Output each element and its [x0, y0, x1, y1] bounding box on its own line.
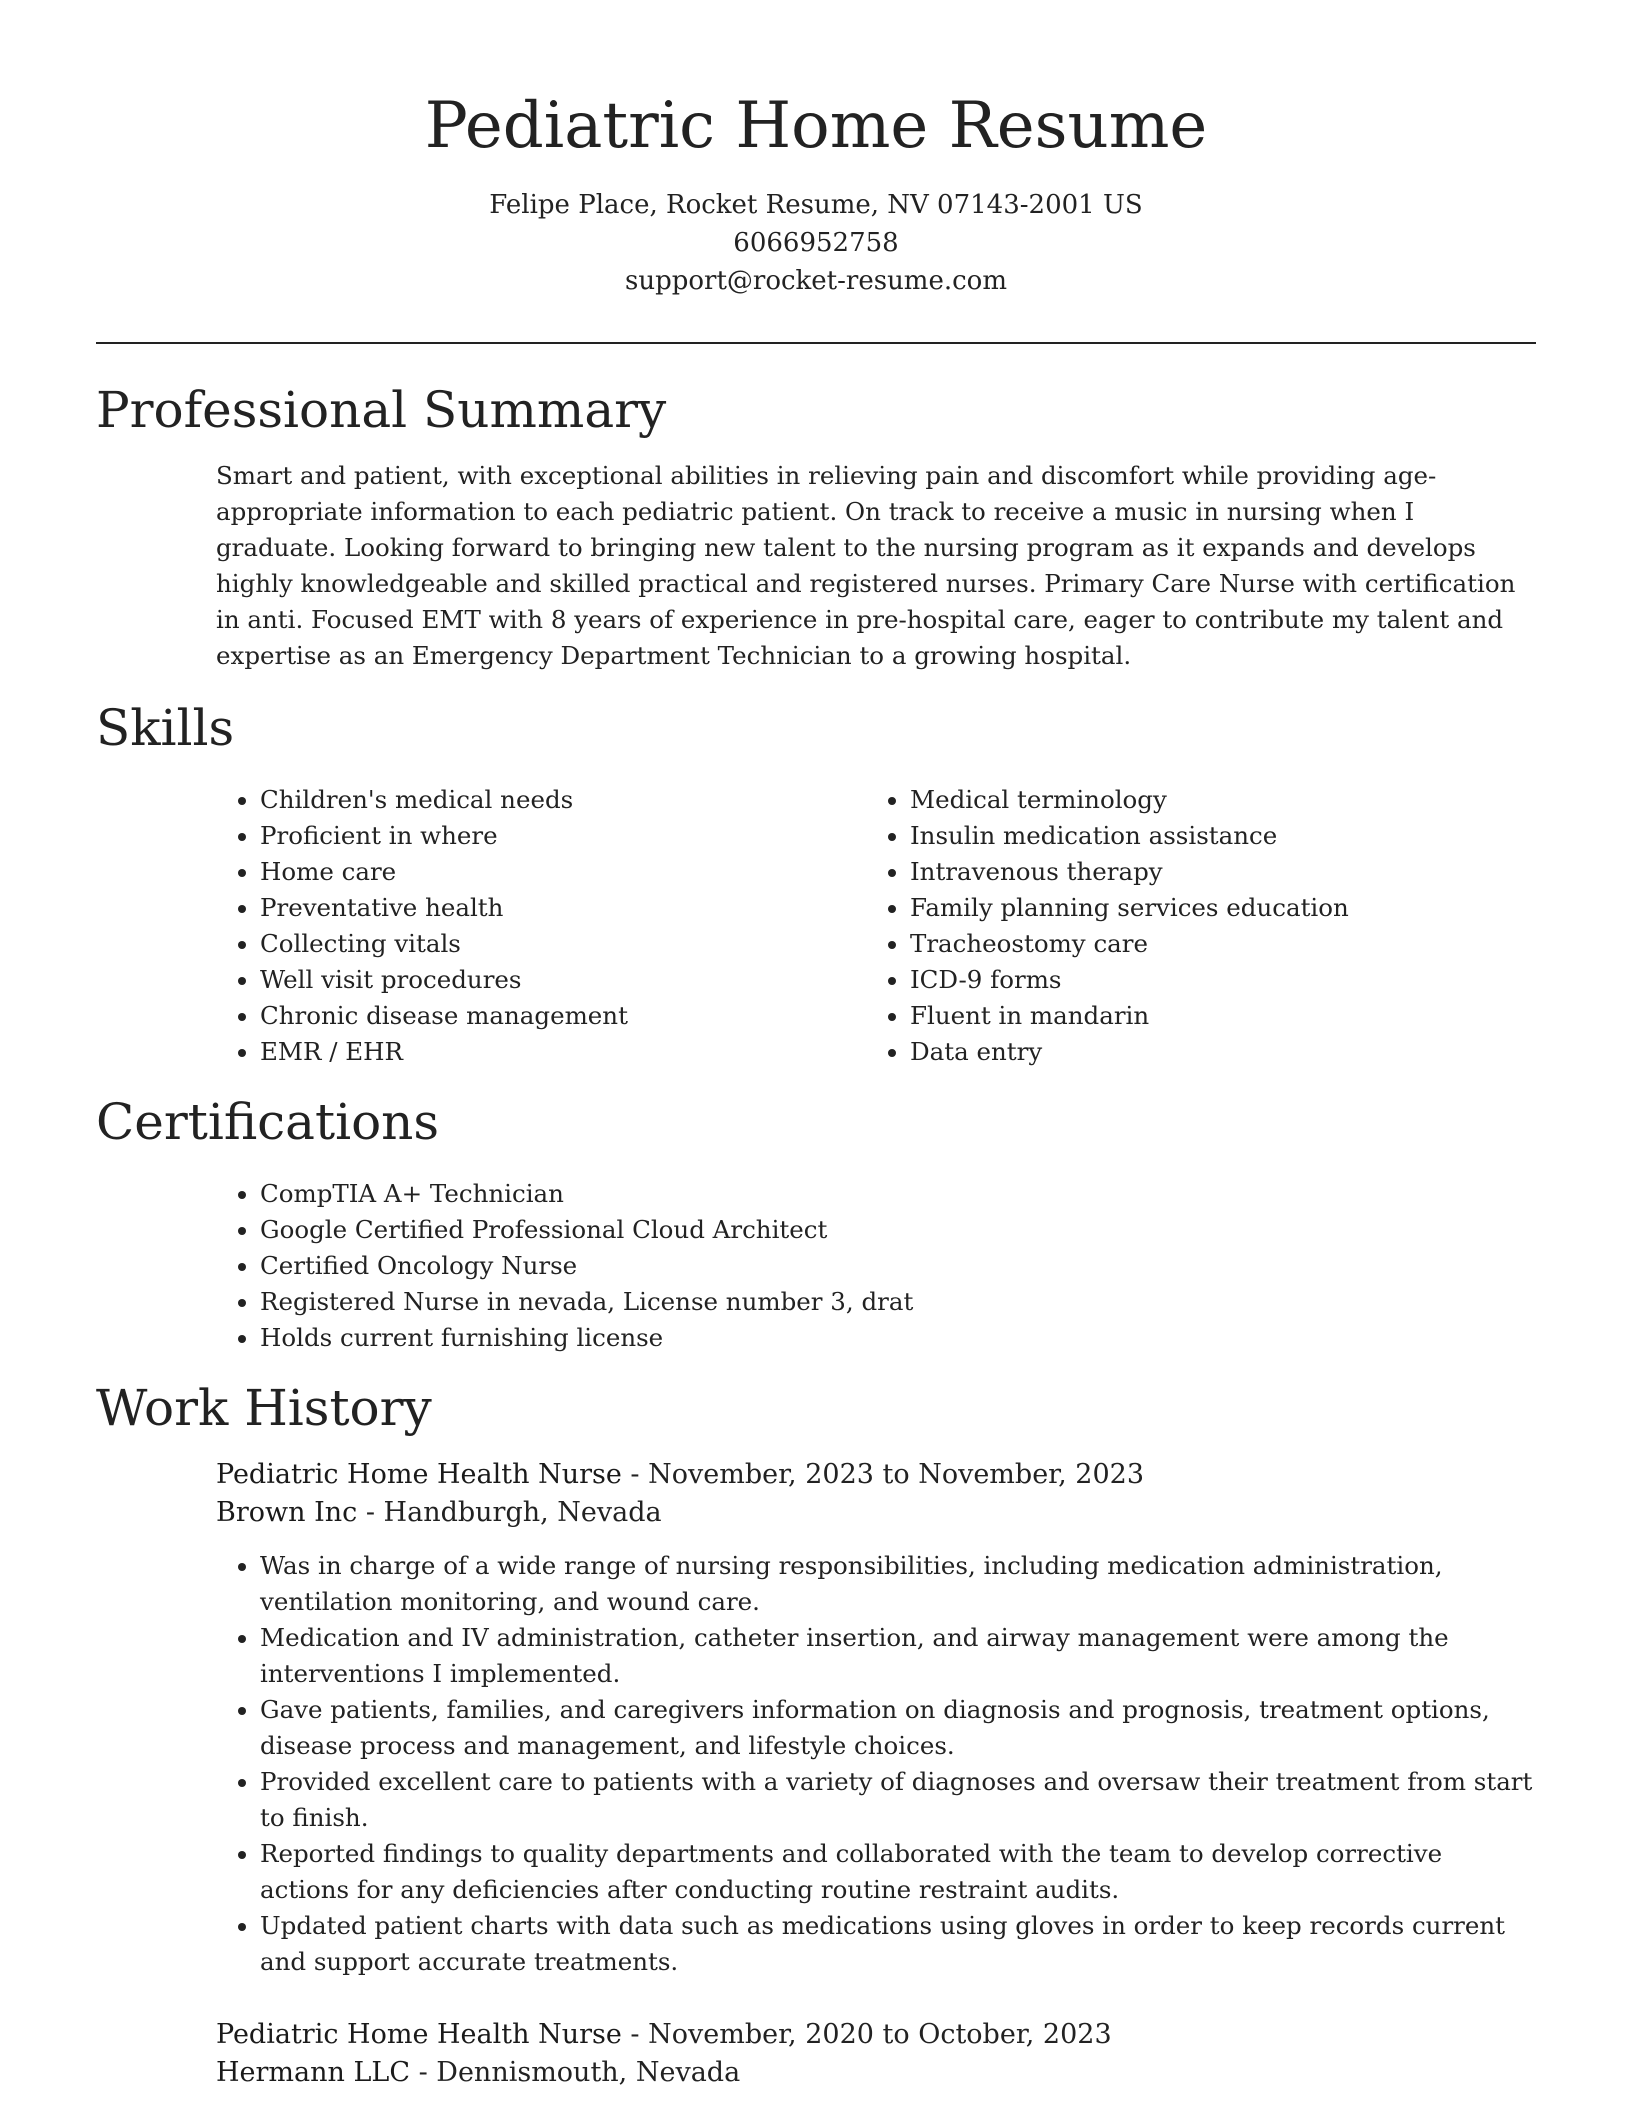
certification-item: • CompTIA A+ Technician: [260, 1176, 1536, 1212]
skill-item: • Home care: [260, 854, 866, 890]
contact-email: support@rocket-resume.com: [624, 266, 1007, 296]
work-history-heading: Work History: [96, 1379, 432, 1437]
skill-item: • Children's medical needs: [260, 782, 866, 818]
skill-item: • ICD-9 forms: [910, 962, 1516, 998]
certification-item: • Holds current furnishing license: [260, 1320, 1536, 1356]
skill-item: • EMR / EHR: [260, 1034, 866, 1070]
certification-item: • Registered Nurse in nevada, License number 3, drat: [260, 1284, 1536, 1320]
job-title-line: [216, 2016, 1536, 2054]
responsibility-item: • Gave patients, families, and caregivers information on diagnosis and prognosis, treatment options, disease process and management, and lifestyle choices.: [260, 1692, 1536, 1764]
skill-item: • Intravenous therapy: [910, 854, 1516, 890]
skills-heading: Skills: [96, 699, 235, 757]
job-title: Pediatric Home Health Nurse: [216, 1459, 622, 1490]
skill-item: • Collecting vitals: [260, 926, 866, 962]
job-responsibilities: [216, 1548, 1536, 1980]
skills-list: [216, 782, 1536, 1070]
job-entry: [216, 2016, 1536, 2092]
header-divider: [96, 342, 1536, 344]
summary-text: Smart and patient, with exceptional abilities in relieving pain and discomfort while providing age-appropriate information to each pediatric patient. On track to receive a music in nursing when I graduate. Looking forward to bringing new talent to the nursing program as it expands and develops highly knowledgeable and skilled practical and registered nurses. Primary Care Nurse with certification in anti. Focused EMT with 8 years of experience in pre-hospital care, eager to contribute my talent and expertise as an Emergency Department Technician to a growing hospital.: [216, 461, 1516, 670]
responsibility-item: • Medication and IV administration, catheter insertion, and airway management were among the interventions I implemented.: [260, 1620, 1536, 1692]
skill-item: • Preventative health: [260, 890, 866, 926]
job-company-line: [216, 2054, 1536, 2092]
job-company: Brown Inc: [216, 1497, 358, 1528]
job-title: Pediatric Home Health Nurse: [216, 2019, 622, 2050]
job-location: - Dennismouth, Nevada: [410, 2057, 741, 2088]
summary-heading: Professional Summary: [96, 381, 667, 439]
skill-item: • Well visit procedures: [260, 962, 866, 998]
skill-item: • Family planning services education: [910, 890, 1516, 926]
job-company: Hermann LLC: [216, 2057, 411, 2088]
responsibility-item: • Updated patient charts with data such as medications using gloves in order to keep records current and support accurate treatments.: [260, 1908, 1536, 1980]
skill-item: • Insulin medication assistance: [910, 818, 1516, 854]
skill-item: • Data entry: [910, 1034, 1516, 1070]
certification-item: • Google Certified Professional Cloud Architect: [260, 1212, 1536, 1248]
job-title-line: [216, 1456, 1536, 1494]
skill-item: • Fluent in mandarin: [910, 998, 1516, 1034]
responsibility-item: • Was in charge of a wide range of nursing responsibilities, including medication administration, ventilation monitoring, and wound care.: [260, 1548, 1536, 1620]
resume-header: [96, 78, 1536, 300]
resume-title: Pediatric Home Resume: [424, 89, 1208, 163]
certifications-heading: Certifications: [96, 1093, 440, 1151]
contact-phone: 6066952758: [733, 228, 899, 258]
skill-item: • Tracheostomy care: [910, 926, 1516, 962]
skills-column-left: [216, 782, 866, 1070]
skills-column-right: [866, 782, 1516, 1070]
job-entry: [216, 1456, 1536, 1980]
skill-item: • Medical terminology: [910, 782, 1516, 818]
certification-item: • Certified Oncology Nurse: [260, 1248, 1536, 1284]
skill-item: • Chronic disease management: [260, 998, 866, 1034]
responsibility-item: • Provided excellent care to patients with a variety of diagnoses and oversaw their treatment from start to finish.: [260, 1764, 1536, 1836]
job-company-line: [216, 1494, 1536, 1532]
skill-item: • Proficient in where: [260, 818, 866, 854]
job-dates: - November, 2023 to November, 2023: [621, 1459, 1144, 1490]
responsibility-item: • Reported findings to quality departments and collaborated with the team to develop corrective actions for any deficiencies after conducting routine restraint audits.: [260, 1836, 1536, 1908]
job-location: - Handburgh, Nevada: [357, 1497, 662, 1528]
contact-address: Felipe Place, Rocket Resume, NV 07143-2001 US: [489, 190, 1143, 220]
job-dates: - November, 2020 to October, 2023: [621, 2019, 1112, 2050]
certifications-list: [216, 1176, 1536, 1356]
